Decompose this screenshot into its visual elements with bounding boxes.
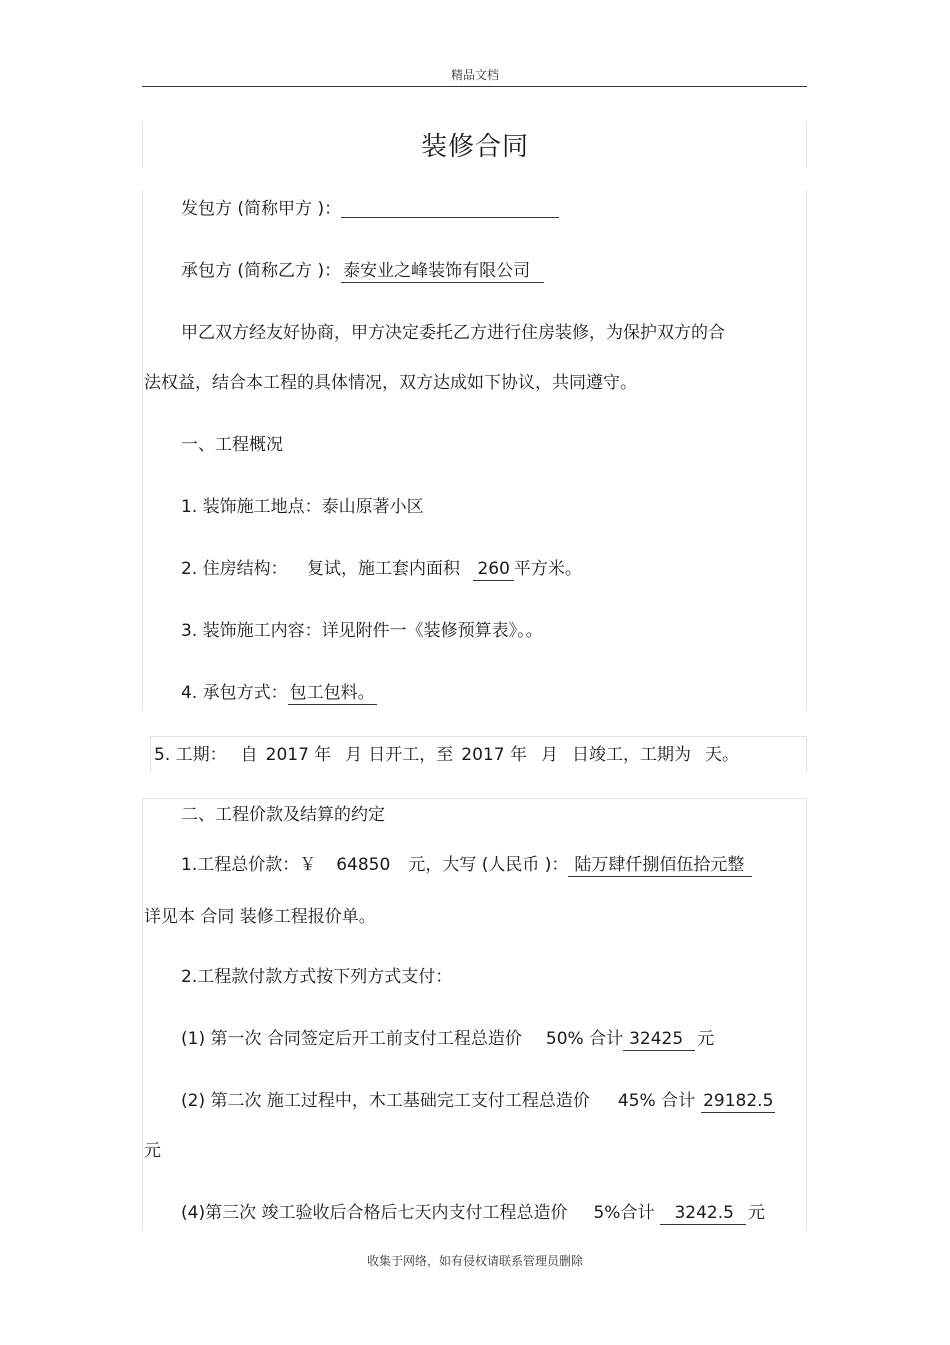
intro-line-1: 甲乙双方经友好协商，甲方决定委托乙方进行住房装修，为保护双方的合 [181,323,725,343]
document-title: 装修合同 [420,132,529,162]
item-5-label: 5. 工期： [154,745,227,765]
item-1-line [181,492,424,517]
item-4-label: 4. 承包方式： [181,683,288,703]
total-price-line [181,850,752,877]
frame-line [142,798,143,1230]
party-b-label: 承包方 (简称乙方 )： [181,261,342,281]
payment-2-unit: 元 [144,1141,161,1161]
item-1-value: 泰山原著小区 [321,497,424,517]
item-5-month2: 月 [540,745,558,765]
frame-line [806,190,807,710]
total-mid: 元，大写 (人民币 )： [408,855,569,875]
page-footer: 收集于网络，如有侵权请联系管理员删除 [366,1254,583,1268]
item-5-start-end: 日开工，至 [368,745,454,765]
payment-1-amount: 32425 [623,1030,695,1051]
party-a-label: 发包方 (简称甲方 )： [181,199,342,219]
party-a-line [181,194,559,219]
payment-1-label: (1) 第一次 合同签定后开工前支付工程总造价 [181,1029,522,1049]
page-header: 精品文档 [450,68,499,82]
item-5-month: 月 [345,745,363,765]
item-5-line [154,740,739,765]
payment-3-unit: 元 [747,1203,765,1223]
item-5-end-year: 2017 年 [461,745,527,765]
header-rule [142,86,807,87]
party-a-blank [341,199,559,218]
frame-line [142,190,143,710]
item-2-line [181,554,582,581]
item-2-area: 260 [473,560,513,581]
frame-line [806,798,807,1230]
item-5-from: 自 [240,745,258,765]
item-4-line [181,678,377,705]
payment-2-line [181,1086,775,1113]
total-amount: 64850 [336,855,391,875]
payment-2-label: (2) 第二次 施工过程中，木工基础完工支付工程总造价 [181,1091,590,1111]
item-1-label: 1. 装饰施工地点： [181,497,322,517]
payment-3-line [181,1198,765,1225]
section-2-heading: 二、工程价款及结算的约定 [181,805,385,825]
payment-2-amount: 29182.5 [703,1091,774,1111]
payment-2-pct: 45% 合计 [617,1091,696,1111]
payment-3-pct: 5%合计 [593,1203,655,1223]
item-5-start-year: 2017 年 [265,745,332,765]
payment-3-label: (4)第三次 竣工验收后合格后七天内支付工程总造价 [181,1203,568,1223]
total-price-line-2: 详见本 合同 装修工程报价单。 [144,907,376,927]
party-b-value: 泰安业之峰装饰有限公司 [341,262,544,283]
total-label: 1.工程总价款：￥ [181,855,317,875]
payment-intro: 2.工程款付款方式按下列方式支付： [181,967,453,987]
frame-line [150,736,151,772]
payment-3-amount: 3242.5 [660,1204,745,1225]
section-1-heading: 一、工程概况 [181,435,283,455]
item-5-days: 天。 [704,745,739,765]
frame-line [142,798,806,799]
item-2-label: 2. 住房结构： [181,559,288,579]
intro-line-2: 法权益，结合本工程的具体情况，双方达成如下协议，共同遵守。 [144,373,637,393]
item-5-end-text: 日竣工，工期为 [571,745,691,765]
payment-1-line [181,1024,714,1051]
payment-1-unit: 元 [697,1029,715,1049]
party-b-line [181,256,544,283]
payment-1-pct: 50% 合计 [545,1029,624,1049]
item-2-structure: 复试，施工套内面积 [307,559,461,579]
item-3-line: 3. 装饰施工内容：详见附件一《装修预算表》。。 [181,621,543,641]
item-2-unit: 平方米。 [513,559,582,579]
frame-line [150,736,806,737]
item-4-value: 包工包料。 [289,683,375,703]
frame-line [806,736,807,772]
total-capital: 陆万肆仟捌佰伍拾元整 [568,856,752,877]
